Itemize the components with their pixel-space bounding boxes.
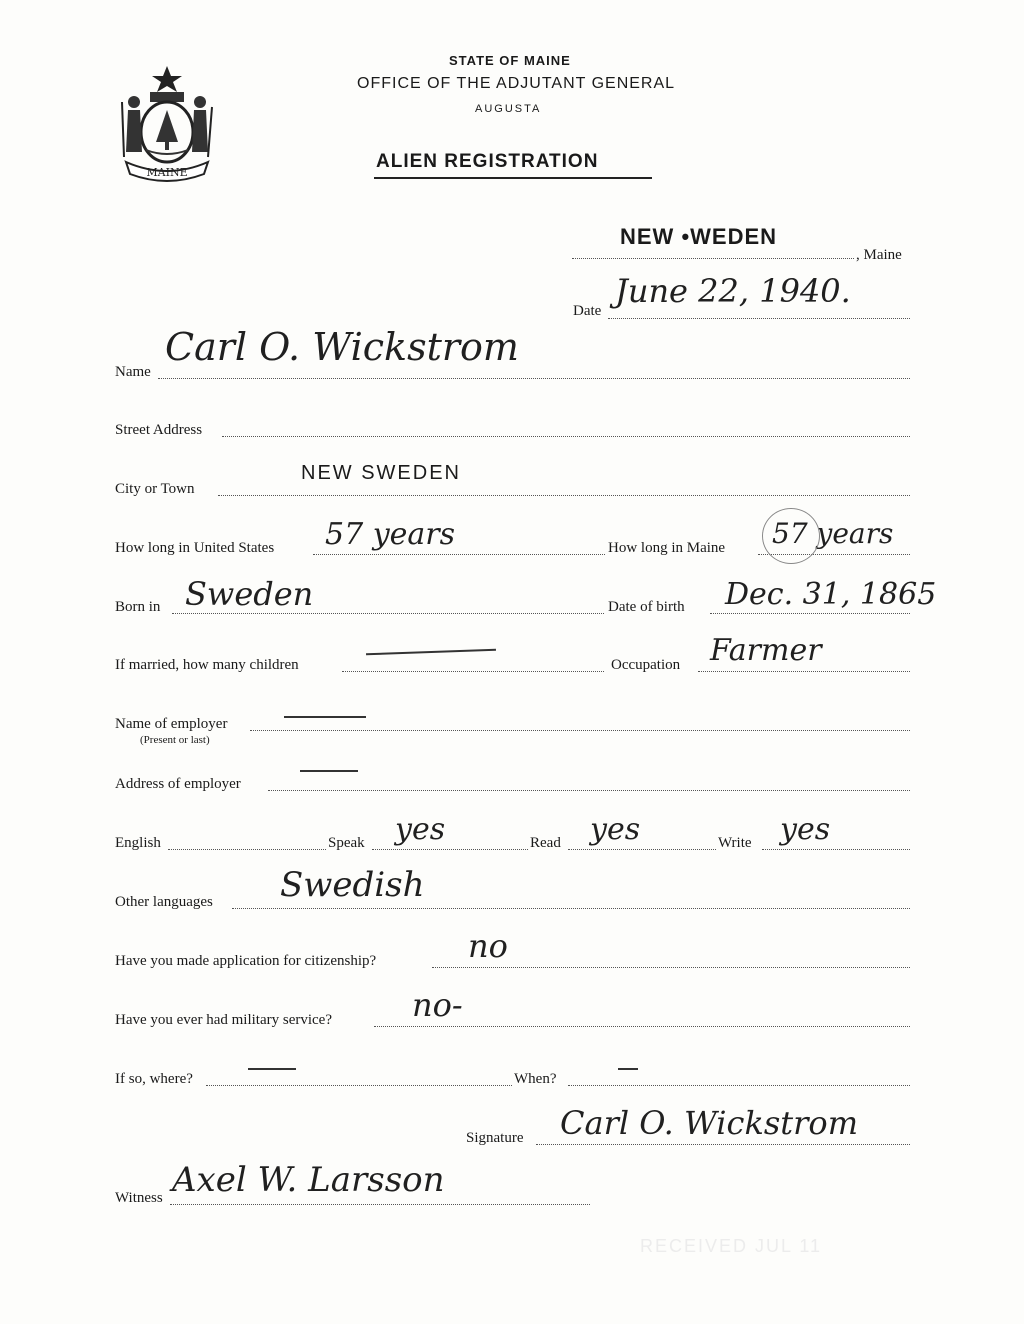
other-languages-value: Swedish	[280, 865, 425, 905]
employer-address-line	[268, 790, 910, 791]
where-line	[206, 1085, 512, 1086]
read-value: yes	[590, 812, 641, 847]
where-label: If so, where?	[115, 1071, 193, 1087]
how-long-us-label: How long in United States	[115, 540, 275, 556]
dob-value: Dec. 31, 1865	[725, 577, 937, 612]
city-label: City or Town	[115, 481, 195, 497]
seal-lettering: MAINE	[146, 166, 188, 179]
born-label: Born in	[115, 599, 161, 615]
write-line	[762, 849, 910, 850]
children-dash	[366, 649, 496, 656]
dob-line	[710, 613, 910, 614]
header-city: AUGUSTA	[475, 103, 542, 115]
citizenship-value: no	[468, 927, 508, 965]
military-value: no-	[412, 986, 463, 1024]
name-value: Carl O. Wickstrom	[165, 325, 519, 369]
employer-line	[250, 730, 910, 731]
other-languages-label: Other languages	[115, 894, 213, 910]
maine-seal-icon	[112, 62, 222, 187]
citizenship-line	[432, 967, 910, 968]
other-languages-line	[232, 908, 910, 909]
where-dash	[248, 1068, 296, 1070]
street-label: Street Address	[115, 422, 203, 438]
children-line	[342, 671, 604, 672]
dob-label: Date of birth	[608, 599, 685, 615]
place-line	[572, 258, 854, 259]
title-underline	[374, 177, 652, 179]
witness-line	[170, 1204, 590, 1205]
date-line	[608, 318, 910, 319]
speak-line	[372, 849, 528, 850]
when-line	[568, 1085, 910, 1086]
city-line	[218, 495, 910, 496]
signature-label: Signature	[466, 1130, 524, 1146]
speak-value: yes	[395, 812, 446, 847]
how-long-us-line	[313, 554, 605, 555]
occupation-label: Occupation	[611, 657, 681, 673]
employer-dash	[284, 716, 366, 718]
witness-label: Witness	[115, 1190, 163, 1206]
city-value: NEW SWEDEN	[301, 462, 461, 484]
children-label: If married, how many children	[115, 657, 299, 673]
english-line	[168, 849, 326, 850]
received-stamp: RECEIVED JUL 11	[640, 1236, 823, 1256]
how-long-maine-value: 57 years	[772, 517, 894, 550]
how-long-us-value: 57 years	[325, 517, 456, 552]
when-dash	[618, 1068, 638, 1070]
header-state: STATE OF MAINE	[449, 53, 571, 68]
circle-mark	[762, 508, 820, 564]
occupation-value: Farmer	[710, 633, 822, 668]
citizenship-label: Have you made application for citizenship?	[115, 953, 377, 969]
header-office: OFFICE OF THE ADJUTANT GENERAL	[357, 75, 676, 92]
town-stamp: NEW •WEDEN	[620, 224, 778, 249]
occupation-line	[698, 671, 910, 672]
read-line	[568, 849, 716, 850]
when-label: When?	[514, 1071, 557, 1087]
write-label: Write	[718, 835, 752, 851]
read-label: Read	[530, 835, 561, 851]
born-line	[172, 613, 604, 614]
witness-value: Axel W. Larsson	[172, 1160, 445, 1200]
english-label: English	[115, 835, 161, 851]
born-value: Sweden	[185, 575, 314, 613]
employer-label: Name of employer	[115, 716, 228, 732]
place-suffix: , Maine	[856, 247, 902, 263]
street-line	[222, 436, 910, 437]
date-value: June 22, 1940.	[615, 272, 851, 310]
how-long-maine-label: How long in Maine	[608, 540, 726, 556]
military-label: Have you ever had military service?	[115, 1012, 332, 1028]
date-label: Date	[573, 303, 602, 319]
name-line	[158, 378, 910, 379]
signature-line	[536, 1144, 910, 1145]
signature-value: Carl O. Wickstrom	[560, 1104, 859, 1142]
name-label: Name	[115, 364, 151, 380]
speak-label: Speak	[328, 835, 365, 851]
military-line	[374, 1026, 910, 1027]
employer-address-dash	[300, 770, 358, 772]
employer-address-label: Address of employer	[115, 776, 241, 792]
form-title: ALIEN REGISTRATION	[376, 151, 599, 172]
write-value: yes	[780, 812, 831, 847]
employer-sub: (Present or last)	[140, 734, 210, 746]
